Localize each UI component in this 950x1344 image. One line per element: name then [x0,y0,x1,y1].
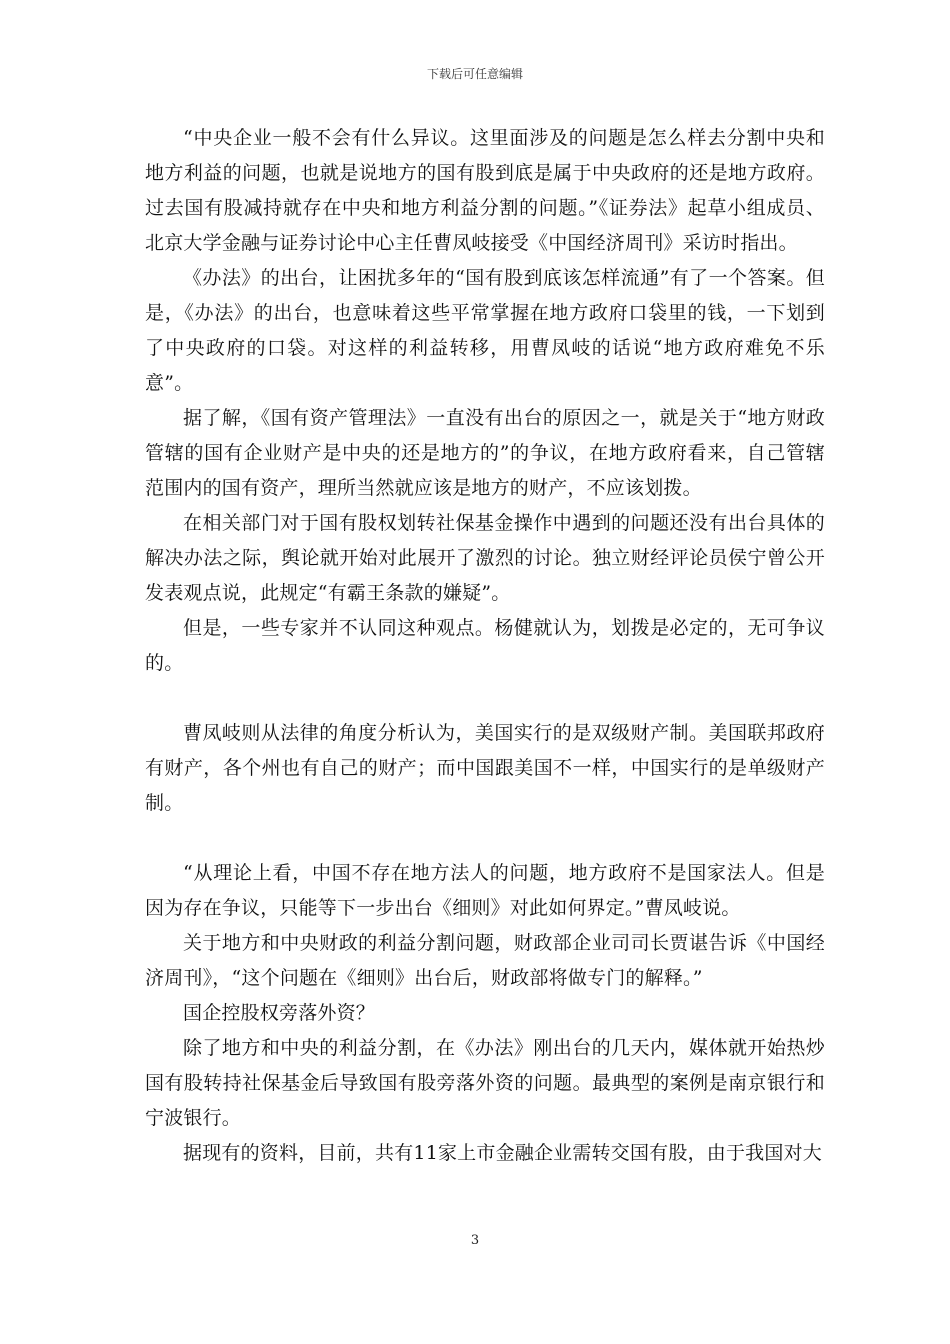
document-body [145,121,825,1171]
paragraph-5: 但是，一些专家并不认同这种观点。杨健就认为，划拨是必定的，无可争议的。 [145,617,825,674]
paragraph-8: 关于地方和中央财政的利益分割问题，财政部企业司司长贾谌告诉《中国经济周刊》，“这个问题在《细则》出台后，财政部将做专门的解释。” [145,932,825,989]
section-heading: 国企控股权旁落外资？ [183,1002,376,1024]
paragraph-3: 据了解，《国有资产管理法》一直没有出台的原因之一，就是关于“地方财政管辖的国有企业财产是中央的还是地方的”的争议，在地方政府看来，自己管辖范围内的国有资产，理所当然就应该是地方的财产，不应该划拨。 [145,407,825,499]
paragraph-9: 除了地方和中央的利益分割，在《办法》刚出台的几天内，媒体就开始热炒国有股转持社保基金后导致国有股旁落外资的问题。最典型的案例是南京银行和宁波银行。 [145,1037,825,1129]
page-header: 下载后可任意编辑 [426,67,523,81]
paragraph-7: “从理论上看，中国不存在地方法人的问题，地方政府不是国家法人。但是因为存在争议，只能等下一步出台《细则》对此如何界定。”曹凤岐说。 [145,862,825,919]
page-number: 3 [470,1233,480,1248]
paragraph-4: 在相关部门对于国有股权划转社保基金操作中遇到的问题还没有出台具体的解决办法之际，舆论就开始对此展开了激烈的讨论。独立财经评论员侯宁曾公开发表观点说，此规定“有霸王条款的嫌疑”。 [145,512,825,604]
paragraph-1: “中央企业一般不会有什么异议。这里面涉及的问题是怎么样去分割中央和地方利益的问题，也就是说地方的国有股到底是属于中央政府的还是地方政府。过去国有股减持就存在中央和地方利益分割的问题。”《证券法》起草小组成员、北京大学金融与证券讨论中心主任曹凤岐接受《中国经济周刊》采访时指出。 [145,127,825,254]
paragraph-6: 曹凤岐则从法律的角度分析认为，美国实行的是双级财产制。美国联邦政府有财产，各个州也有自己的财产；而中国跟美国不一样，中国实行的是单级财产制。 [145,722,825,814]
paragraph-10: 据现有的资料，目前，共有11家上市金融企业需转交国有股，由于我国对大 [183,1142,822,1164]
paragraph-2: 《办法》的出台，让困扰多年的“国有股到底该怎样流通”有了一个答案。但是，《办法》的出台，也意味着这些平常掌握在地方政府口袋里的钱，一下划到了中央政府的口袋。对这样的利益转移，用曹凤岐的话说“地方政府难免不乐意”。 [145,267,825,394]
